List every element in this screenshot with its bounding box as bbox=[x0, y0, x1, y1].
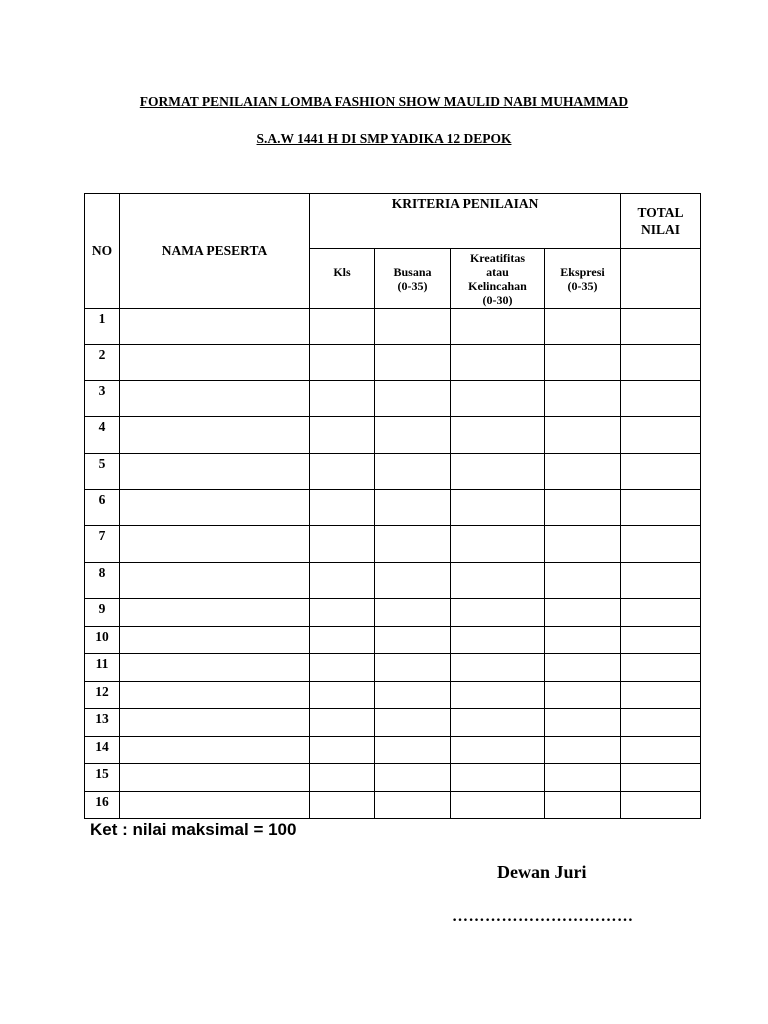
kreatifitas-cell[interactable] bbox=[451, 599, 545, 627]
total-nilai-cell[interactable] bbox=[621, 563, 701, 599]
signature-line: …………………………… bbox=[452, 908, 634, 925]
total-nilai-cell[interactable] bbox=[621, 764, 701, 792]
nama-peserta-cell[interactable] bbox=[120, 737, 310, 764]
total-nilai-cell[interactable] bbox=[621, 737, 701, 764]
table-row bbox=[85, 599, 701, 627]
busana-cell[interactable] bbox=[375, 309, 451, 345]
kreatifitas-cell[interactable] bbox=[451, 454, 545, 490]
row-number: 12 bbox=[85, 682, 120, 709]
ekspresi-label: Ekspresi bbox=[560, 264, 605, 279]
total-nilai-cell[interactable] bbox=[621, 526, 701, 563]
kls-cell[interactable] bbox=[310, 526, 375, 563]
ekspresi-cell[interactable] bbox=[545, 454, 621, 490]
nama-peserta-cell[interactable] bbox=[120, 381, 310, 417]
total-nilai-cell[interactable] bbox=[621, 454, 701, 490]
table-row bbox=[85, 490, 701, 526]
busana-cell[interactable] bbox=[375, 345, 451, 381]
header-nama-peserta: NAMA PESERTA bbox=[120, 194, 310, 309]
ekspresi-cell[interactable] bbox=[545, 309, 621, 345]
ekspresi-cell[interactable] bbox=[545, 381, 621, 417]
nama-peserta-cell[interactable] bbox=[120, 454, 310, 490]
kreatifitas-cell[interactable] bbox=[451, 737, 545, 764]
kreatifitas-cell[interactable] bbox=[451, 682, 545, 709]
kreatifitas-label: Kreatifitas bbox=[469, 250, 526, 265]
nama-peserta-cell[interactable] bbox=[120, 309, 310, 345]
total-nilai-cell[interactable] bbox=[621, 709, 701, 737]
form-title-line1: FORMAT PENILAIAN LOMBA FASHION SHOW MAULID NABI MUHAMMAD bbox=[139, 94, 629, 109]
dewan-juri-label: Dewan Juri bbox=[497, 862, 587, 882]
ekspresi-range: (0-35) bbox=[567, 278, 598, 293]
ekspresi-cell[interactable] bbox=[545, 417, 621, 454]
busana-cell[interactable] bbox=[375, 490, 451, 526]
kreatifitas-cell[interactable] bbox=[451, 309, 545, 345]
ekspresi-cell[interactable] bbox=[545, 654, 621, 682]
header-total-text: TOTAL NILAI bbox=[637, 205, 684, 237]
nama-peserta-cell[interactable] bbox=[120, 792, 310, 819]
row-number: 3 bbox=[85, 381, 120, 417]
ekspresi-cell[interactable] bbox=[545, 627, 621, 654]
nama-peserta-cell[interactable] bbox=[120, 682, 310, 709]
kreatifitas-cell[interactable] bbox=[451, 563, 545, 599]
kls-cell[interactable] bbox=[310, 309, 375, 345]
kls-cell[interactable] bbox=[310, 764, 375, 792]
ket-note: Ket : nilai maksimal = 100 bbox=[90, 820, 297, 839]
ekspresi-cell[interactable] bbox=[545, 792, 621, 819]
kreatifitas-cell[interactable] bbox=[451, 526, 545, 563]
busana-cell[interactable] bbox=[375, 563, 451, 599]
nama-peserta-cell[interactable] bbox=[120, 627, 310, 654]
kls-cell[interactable] bbox=[310, 563, 375, 599]
kls-cell[interactable] bbox=[310, 737, 375, 764]
busana-cell[interactable] bbox=[375, 792, 451, 819]
kreatifitas-cell[interactable] bbox=[451, 792, 545, 819]
total-nilai-cell[interactable] bbox=[621, 417, 701, 454]
total-subcell bbox=[621, 249, 701, 309]
nama-peserta-cell[interactable] bbox=[120, 526, 310, 563]
kls-cell[interactable] bbox=[310, 417, 375, 454]
row-number: 1 bbox=[85, 309, 120, 345]
row-number: 6 bbox=[85, 490, 120, 526]
table-row bbox=[85, 682, 701, 709]
kls-cell[interactable] bbox=[310, 345, 375, 381]
nama-peserta-cell[interactable] bbox=[120, 709, 310, 737]
busana-cell[interactable] bbox=[375, 599, 451, 627]
row-number: 13 bbox=[85, 709, 120, 737]
ekspresi-cell[interactable] bbox=[545, 764, 621, 792]
nama-peserta-cell[interactable] bbox=[120, 417, 310, 454]
header-ekspresi bbox=[545, 249, 621, 309]
ekspresi-cell[interactable] bbox=[545, 490, 621, 526]
total-nilai-cell[interactable] bbox=[621, 627, 701, 654]
row-number: 8 bbox=[85, 563, 120, 599]
ekspresi-cell[interactable] bbox=[545, 526, 621, 563]
nama-peserta-cell[interactable] bbox=[120, 345, 310, 381]
table-row bbox=[85, 654, 701, 682]
ekspresi-cell[interactable] bbox=[545, 709, 621, 737]
row-number: 15 bbox=[85, 764, 120, 792]
kls-cell[interactable] bbox=[310, 490, 375, 526]
busana-cell[interactable] bbox=[375, 526, 451, 563]
table-row bbox=[85, 563, 701, 599]
kreatifitas-cell[interactable] bbox=[451, 381, 545, 417]
ekspresi-cell[interactable] bbox=[545, 737, 621, 764]
nama-peserta-cell[interactable] bbox=[120, 490, 310, 526]
kreatifitas-cell[interactable] bbox=[451, 345, 545, 381]
kreatifitas-cell[interactable] bbox=[451, 709, 545, 737]
ekspresi-cell[interactable] bbox=[545, 345, 621, 381]
kls-cell[interactable] bbox=[310, 454, 375, 490]
ekspresi-cell[interactable] bbox=[545, 599, 621, 627]
row-number: 14 bbox=[85, 737, 120, 764]
kelincahan-label: Kelincahan bbox=[468, 278, 527, 293]
ekspresi-cell[interactable] bbox=[545, 563, 621, 599]
total-nilai-cell[interactable] bbox=[621, 792, 701, 819]
row-number: 7 bbox=[85, 526, 120, 563]
busana-cell[interactable] bbox=[375, 454, 451, 490]
row-number: 4 bbox=[85, 417, 120, 454]
kreatifitas-cell[interactable] bbox=[451, 764, 545, 792]
busana-cell[interactable] bbox=[375, 417, 451, 454]
table-row bbox=[85, 526, 701, 563]
header-busana bbox=[375, 249, 451, 309]
scoring-table bbox=[84, 193, 701, 819]
table-row bbox=[85, 417, 701, 454]
table-row bbox=[85, 454, 701, 490]
total-nilai-cell[interactable] bbox=[621, 654, 701, 682]
busana-cell[interactable] bbox=[375, 682, 451, 709]
nama-peserta-cell[interactable] bbox=[120, 654, 310, 682]
kreatifitas-cell[interactable] bbox=[451, 490, 545, 526]
busana-label: Busana bbox=[393, 264, 432, 279]
kls-cell[interactable] bbox=[310, 709, 375, 737]
kreatifitas-cell[interactable] bbox=[451, 627, 545, 654]
busana-range: (0-35) bbox=[397, 278, 428, 293]
kreatifitas-cell[interactable] bbox=[451, 417, 545, 454]
busana-cell[interactable] bbox=[375, 381, 451, 417]
kls-cell[interactable] bbox=[310, 381, 375, 417]
busana-cell[interactable] bbox=[375, 654, 451, 682]
row-number: 11 bbox=[85, 654, 120, 682]
table-row bbox=[85, 764, 701, 792]
table-row bbox=[85, 709, 701, 737]
nama-peserta-cell[interactable] bbox=[120, 764, 310, 792]
row-number: 16 bbox=[85, 792, 120, 819]
total-nilai-cell[interactable] bbox=[621, 381, 701, 417]
row-number: 2 bbox=[85, 345, 120, 381]
kreatifitas-range: (0-30) bbox=[482, 292, 513, 307]
table-row bbox=[85, 345, 701, 381]
kls-cell[interactable] bbox=[310, 792, 375, 819]
table-row bbox=[85, 737, 701, 764]
busana-cell[interactable] bbox=[375, 764, 451, 792]
row-number: 5 bbox=[85, 454, 120, 490]
row-number: 9 bbox=[85, 599, 120, 627]
kls-cell[interactable] bbox=[310, 599, 375, 627]
nama-peserta-cell[interactable] bbox=[120, 563, 310, 599]
kreatifitas-cell[interactable] bbox=[451, 654, 545, 682]
total-nilai-cell[interactable] bbox=[621, 599, 701, 627]
busana-cell[interactable] bbox=[375, 709, 451, 737]
total-nilai-cell[interactable] bbox=[621, 682, 701, 709]
table-row bbox=[85, 381, 701, 417]
table-row bbox=[85, 309, 701, 345]
kls-cell[interactable] bbox=[310, 627, 375, 654]
total-nilai-cell[interactable] bbox=[621, 309, 701, 345]
total-nilai-cell[interactable] bbox=[621, 345, 701, 381]
total-nilai-cell[interactable] bbox=[621, 490, 701, 526]
ekspresi-cell[interactable] bbox=[545, 682, 621, 709]
header-kreatifitas bbox=[451, 249, 545, 309]
header-kls: Kls bbox=[310, 249, 375, 309]
header-total-nilai bbox=[621, 194, 701, 249]
row-number: 10 bbox=[85, 627, 120, 654]
atau-label: atau bbox=[486, 264, 509, 279]
kls-cell[interactable] bbox=[310, 682, 375, 709]
table-row bbox=[85, 627, 701, 654]
kls-cell[interactable] bbox=[310, 654, 375, 682]
busana-cell[interactable] bbox=[375, 627, 451, 654]
header-no: NO bbox=[85, 194, 120, 309]
table-row bbox=[85, 792, 701, 819]
form-title-line2: S.A.W 1441 H DI SMP YADIKA 12 DEPOK bbox=[256, 131, 512, 146]
busana-cell[interactable] bbox=[375, 737, 451, 764]
header-kriteria-penilaian: KRITERIA PENILAIAN bbox=[310, 194, 621, 249]
nama-peserta-cell[interactable] bbox=[120, 599, 310, 627]
